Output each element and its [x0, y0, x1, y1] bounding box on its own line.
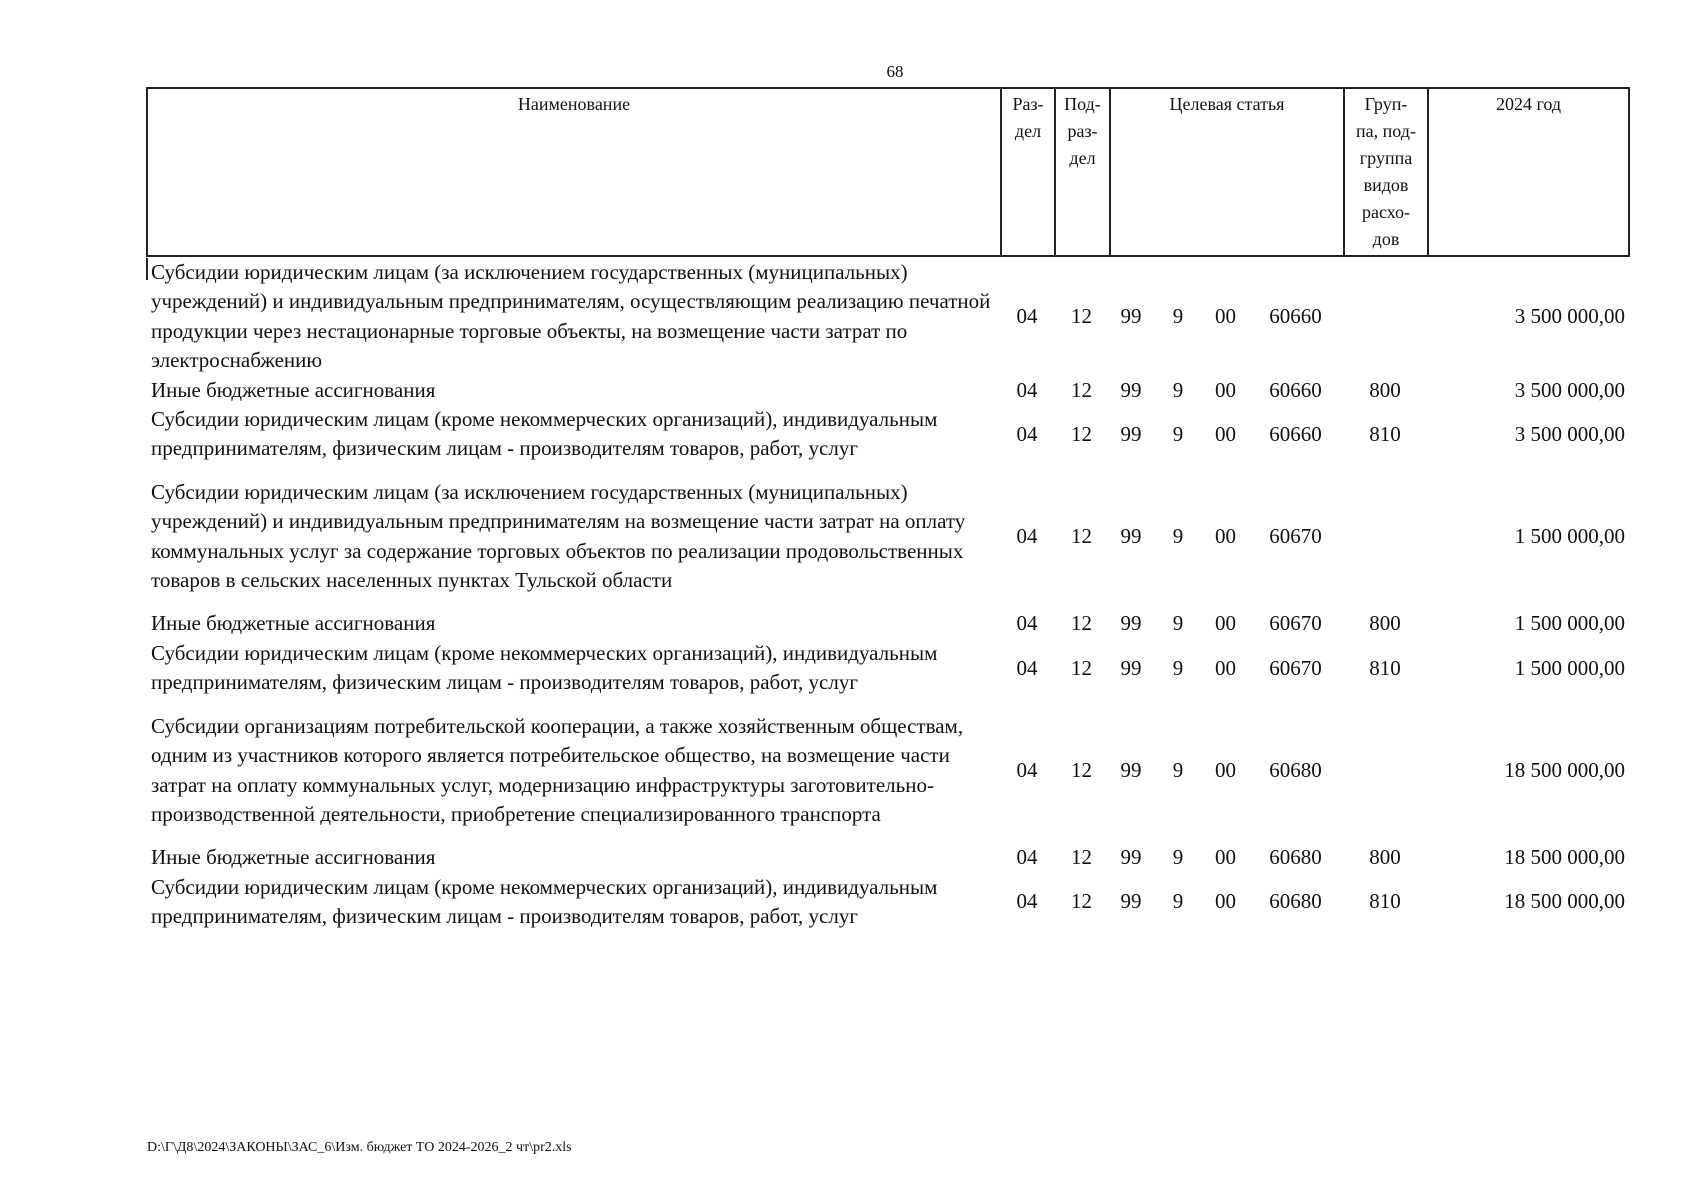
row-name: Субсидии юридическим лицам (за исключением государственных (муниципальных) учреждений) и индивидуальным предпринимателям, осуществляющим реализацию печатной продукции через нестационарные торговые объекты, на возмещение части затрат по электроснабжению [151, 260, 991, 373]
row-event: 00 [1215, 611, 1236, 636]
table-row [146, 478, 1630, 596]
row-gruppa: 810 [1369, 655, 1401, 680]
row-direction: 60670 [1269, 523, 1322, 548]
row-razdel: 04 [1016, 421, 1038, 446]
table-row [146, 376, 1630, 405]
page-number: 68 [886, 62, 904, 81]
table-row [146, 843, 1630, 872]
row-podrazdel: 12 [1071, 889, 1092, 914]
row-name: Иные бюджетные ассигнования [151, 845, 436, 870]
row-subprogram: 9 [1172, 845, 1184, 870]
row-amount: 1 500 000,00 [1514, 655, 1625, 680]
row-podrazdel: 12 [1071, 655, 1092, 680]
row-program: 99 [1120, 523, 1142, 548]
row-program: 99 [1120, 304, 1142, 329]
row-name: Субсидии юридическим лицам (кроме некоммерческих организаций), индивидуальным предпринимателям, физическим лицам - производителям товаров, работ, услуг [151, 640, 938, 695]
table-header [146, 87, 1630, 257]
table-row [146, 609, 1630, 638]
row-event: 00 [1215, 523, 1236, 548]
row-gruppa: 800 [1369, 845, 1401, 870]
row-event: 00 [1215, 421, 1236, 446]
row-program: 99 [1120, 377, 1142, 402]
row-program: 99 [1120, 421, 1142, 446]
row-amount: 18 500 000,00 [1504, 757, 1625, 782]
row-subprogram: 9 [1172, 523, 1184, 548]
row-gruppa: 810 [1369, 421, 1401, 446]
row-razdel: 04 [1016, 611, 1038, 636]
row-gruppa: 800 [1369, 611, 1401, 636]
row-direction: 60670 [1269, 655, 1322, 680]
row-podrazdel: 12 [1071, 757, 1092, 782]
row-amount: 3 500 000,00 [1514, 421, 1625, 446]
header-razdel: Раз- дел [1002, 89, 1056, 255]
row-subprogram: 9 [1172, 889, 1184, 914]
row-event: 00 [1215, 889, 1236, 914]
row-event: 00 [1215, 757, 1236, 782]
row-subprogram: 9 [1172, 304, 1184, 329]
header-year: 2024 год [1495, 94, 1562, 114]
row-subprogram: 9 [1172, 611, 1184, 636]
row-subprogram: 9 [1172, 377, 1184, 402]
row-amount: 1 500 000,00 [1514, 523, 1625, 548]
row-program: 99 [1120, 655, 1142, 680]
row-podrazdel: 12 [1071, 421, 1092, 446]
header-podrazdel: Под- раз- дел [1056, 89, 1111, 255]
header-name: Наименование [148, 89, 1002, 255]
row-razdel: 04 [1016, 655, 1038, 680]
row-name: Иные бюджетные ассигнования [151, 611, 436, 636]
row-razdel: 04 [1016, 304, 1038, 329]
row-podrazdel: 12 [1071, 523, 1092, 548]
row-razdel: 04 [1016, 889, 1038, 914]
table-row [146, 405, 1630, 464]
row-direction: 60680 [1269, 757, 1322, 782]
row-podrazdel: 12 [1071, 377, 1092, 402]
row-amount: 18 500 000,00 [1504, 845, 1625, 870]
row-direction: 60680 [1269, 845, 1322, 870]
row-direction: 60670 [1269, 611, 1322, 636]
table-row [146, 873, 1630, 932]
row-direction: 60660 [1269, 421, 1322, 446]
row-direction: 60660 [1269, 304, 1322, 329]
table-row [146, 639, 1630, 698]
header-gruppa: Груп- па, под- группа видов расхо- дов [1345, 89, 1429, 255]
table-body [146, 258, 1630, 932]
row-amount: 18 500 000,00 [1504, 889, 1625, 914]
row-event: 00 [1215, 377, 1236, 402]
row-podrazdel: 12 [1071, 845, 1092, 870]
row-subprogram: 9 [1172, 757, 1184, 782]
row-gruppa: 800 [1369, 377, 1401, 402]
row-amount: 3 500 000,00 [1514, 304, 1625, 329]
row-amount: 3 500 000,00 [1514, 377, 1625, 402]
row-podrazdel: 12 [1071, 611, 1092, 636]
row-razdel: 04 [1016, 377, 1038, 402]
row-program: 99 [1120, 611, 1142, 636]
row-direction: 60660 [1269, 377, 1322, 402]
table-row [146, 258, 1630, 376]
row-name: Иные бюджетные ассигнования [151, 377, 436, 402]
footer-file-path: D:\Г\Д8\2024\ЗАКОНЫ\ЗАС_6\Изм. бюджет ТО 2024-2026_2 чт\pr2.xls [147, 1140, 572, 1155]
row-amount: 1 500 000,00 [1514, 611, 1625, 636]
row-razdel: 04 [1016, 757, 1038, 782]
row-gruppa: 810 [1369, 889, 1401, 914]
row-name: Субсидии юридическим лицам (за исключением государственных (муниципальных) учреждений) и индивидуальным предпринимателям на возмещение части затрат на оплату коммунальных услуг за содержание торговых объектов по реализации продовольственных товаров в сельских населенных пунктах Тульской области [151, 479, 966, 593]
row-razdel: 04 [1016, 845, 1038, 870]
row-name: Субсидии юридическим лицам (кроме некоммерческих организаций), индивидуальным предпринимателям, физическим лицам - производителям товаров, работ, услуг [151, 874, 938, 929]
row-name: Субсидии юридическим лицам (кроме некоммерческих организаций), индивидуальным предпринимателям, физическим лицам - производителям товаров, работ, услуг [151, 407, 938, 461]
row-program: 99 [1120, 889, 1142, 914]
row-program: 99 [1120, 845, 1142, 870]
row-program: 99 [1120, 757, 1142, 782]
table-row [146, 712, 1630, 830]
row-event: 00 [1215, 304, 1236, 329]
row-subprogram: 9 [1172, 421, 1184, 446]
row-subprogram: 9 [1172, 655, 1184, 680]
row-podrazdel: 12 [1071, 304, 1092, 329]
header-celevaya-statya: Целевая статья [1111, 89, 1345, 255]
row-event: 00 [1215, 655, 1236, 680]
row-direction: 60680 [1269, 889, 1322, 914]
row-razdel: 04 [1016, 523, 1038, 548]
row-name: Субсидии организациям потребительской кооперации, а также хозяйственным обществам, одним из участников которого является потребительское общество, на возмещение части затрат на оплату коммунальных услуг, модернизацию инфраструктуры заготовительно-производственной деятельности, приобретение специализированного транспорта [151, 713, 964, 826]
row-event: 00 [1215, 845, 1236, 870]
